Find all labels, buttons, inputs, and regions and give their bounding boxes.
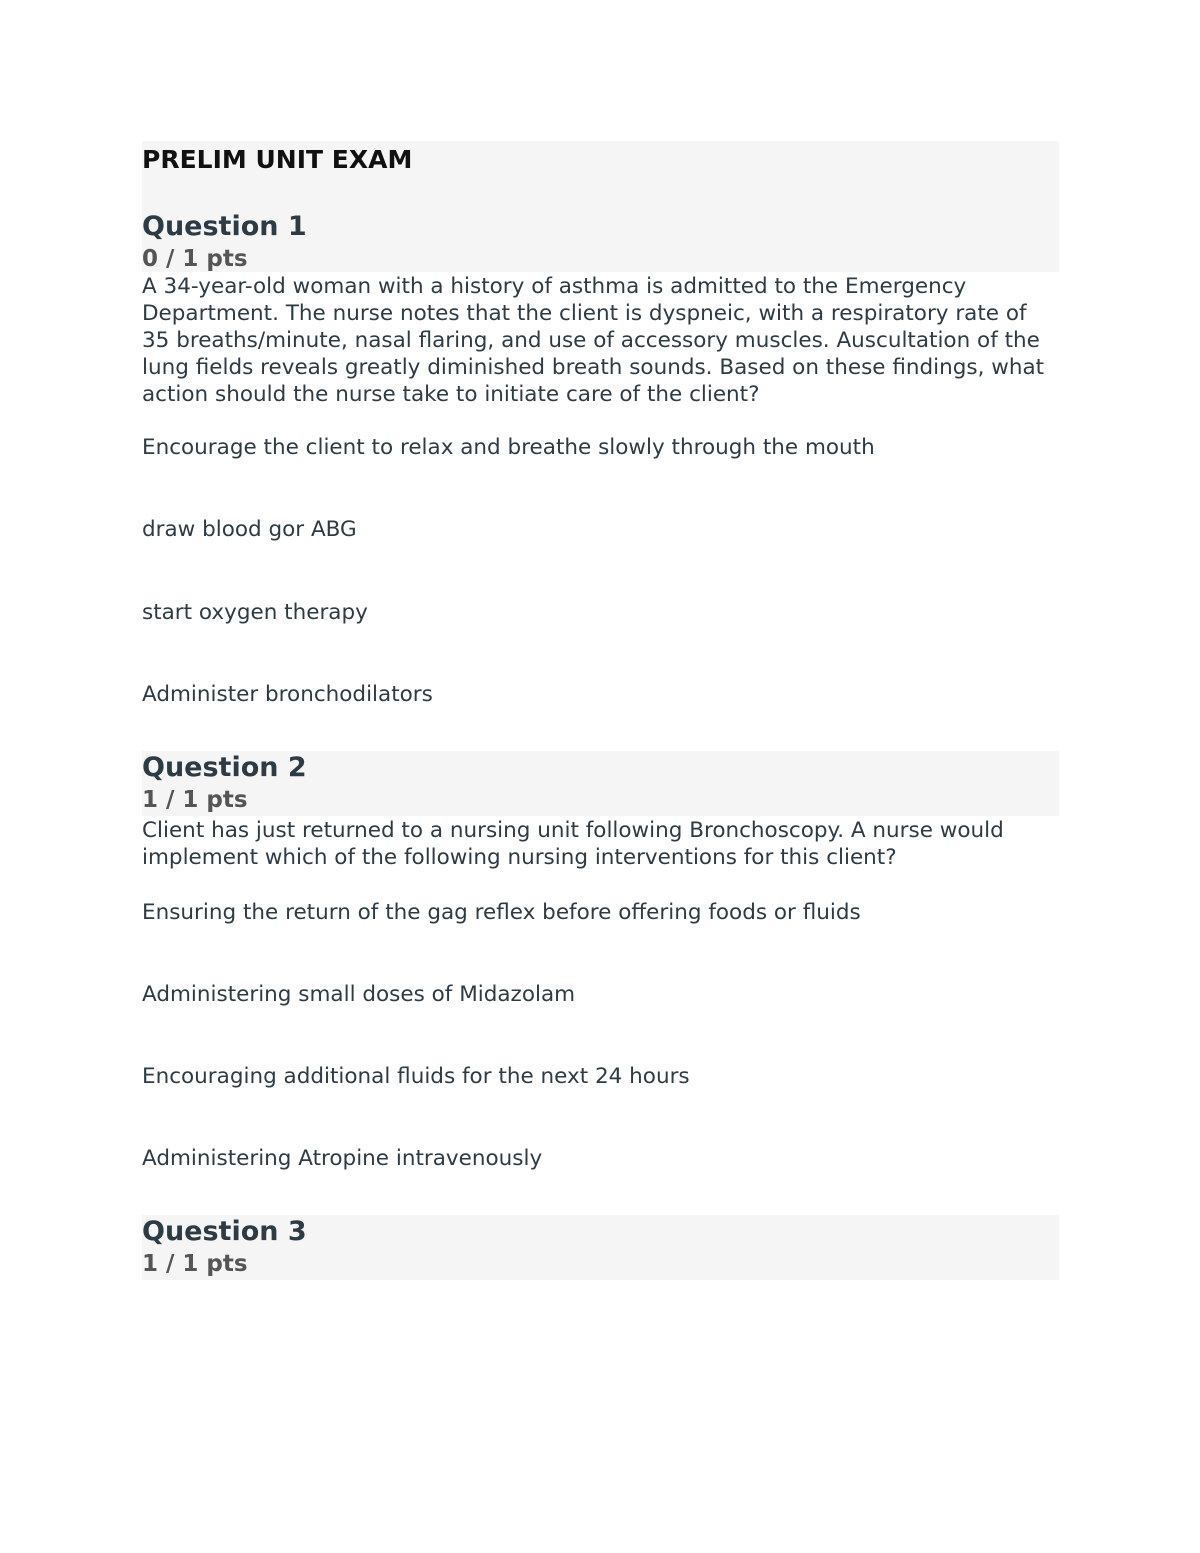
exam-page xyxy=(142,141,1059,1280)
question-2-answer-4[interactable]: Administering Atropine intravenously xyxy=(142,1146,543,1171)
question-1-header xyxy=(142,141,1059,272)
question-2-header xyxy=(142,751,1059,816)
exam-title: PRELIM UNIT EXAM xyxy=(142,145,413,174)
question-2-title: Question 2 xyxy=(142,752,307,783)
question-1-answer-2[interactable]: draw blood gor ABG xyxy=(142,517,357,542)
question-3-points: 1 / 1 pts xyxy=(142,1251,248,1277)
question-2-answer-1[interactable]: Ensuring the return of the gag reflex before offering foods or fluids xyxy=(142,900,861,925)
question-3-header xyxy=(142,1215,1059,1280)
question-2-answer-3[interactable]: Encouraging additional fluids for the next 24 hours xyxy=(142,1064,690,1089)
question-1-text: A 34-year-old woman with a history of asthma is admitted to the Emergency Department. The nurse notes that the client is dyspneic, with a respiratory rate of 35 breaths/minute, nasal flaring, and use of accessory muscles. Auscultation of the lung fields reveals greatly diminished breath sounds. Based on these findings, what action should the nurse take to initiate care of the client? xyxy=(142,274,1045,407)
question-1-title: Question 1 xyxy=(142,211,307,242)
question-2-answer-2[interactable]: Administering small doses of Midazolam xyxy=(142,982,576,1007)
question-3-title: Question 3 xyxy=(142,1216,307,1247)
question-1-answer-4[interactable]: Administer bronchodilators xyxy=(142,682,433,707)
question-2-text: Client has just returned to a nursing unit following Bronchoscopy. A nurse would implement which of the following nursing interventions for this client? xyxy=(142,818,1004,870)
question-2-points: 1 / 1 pts xyxy=(142,787,248,813)
question-1-points: 0 / 1 pts xyxy=(142,246,248,272)
question-1-answer-1[interactable]: Encourage the client to relax and breathe slowly through the mouth xyxy=(142,435,875,460)
question-1-answer-3[interactable]: start oxygen therapy xyxy=(142,600,368,625)
